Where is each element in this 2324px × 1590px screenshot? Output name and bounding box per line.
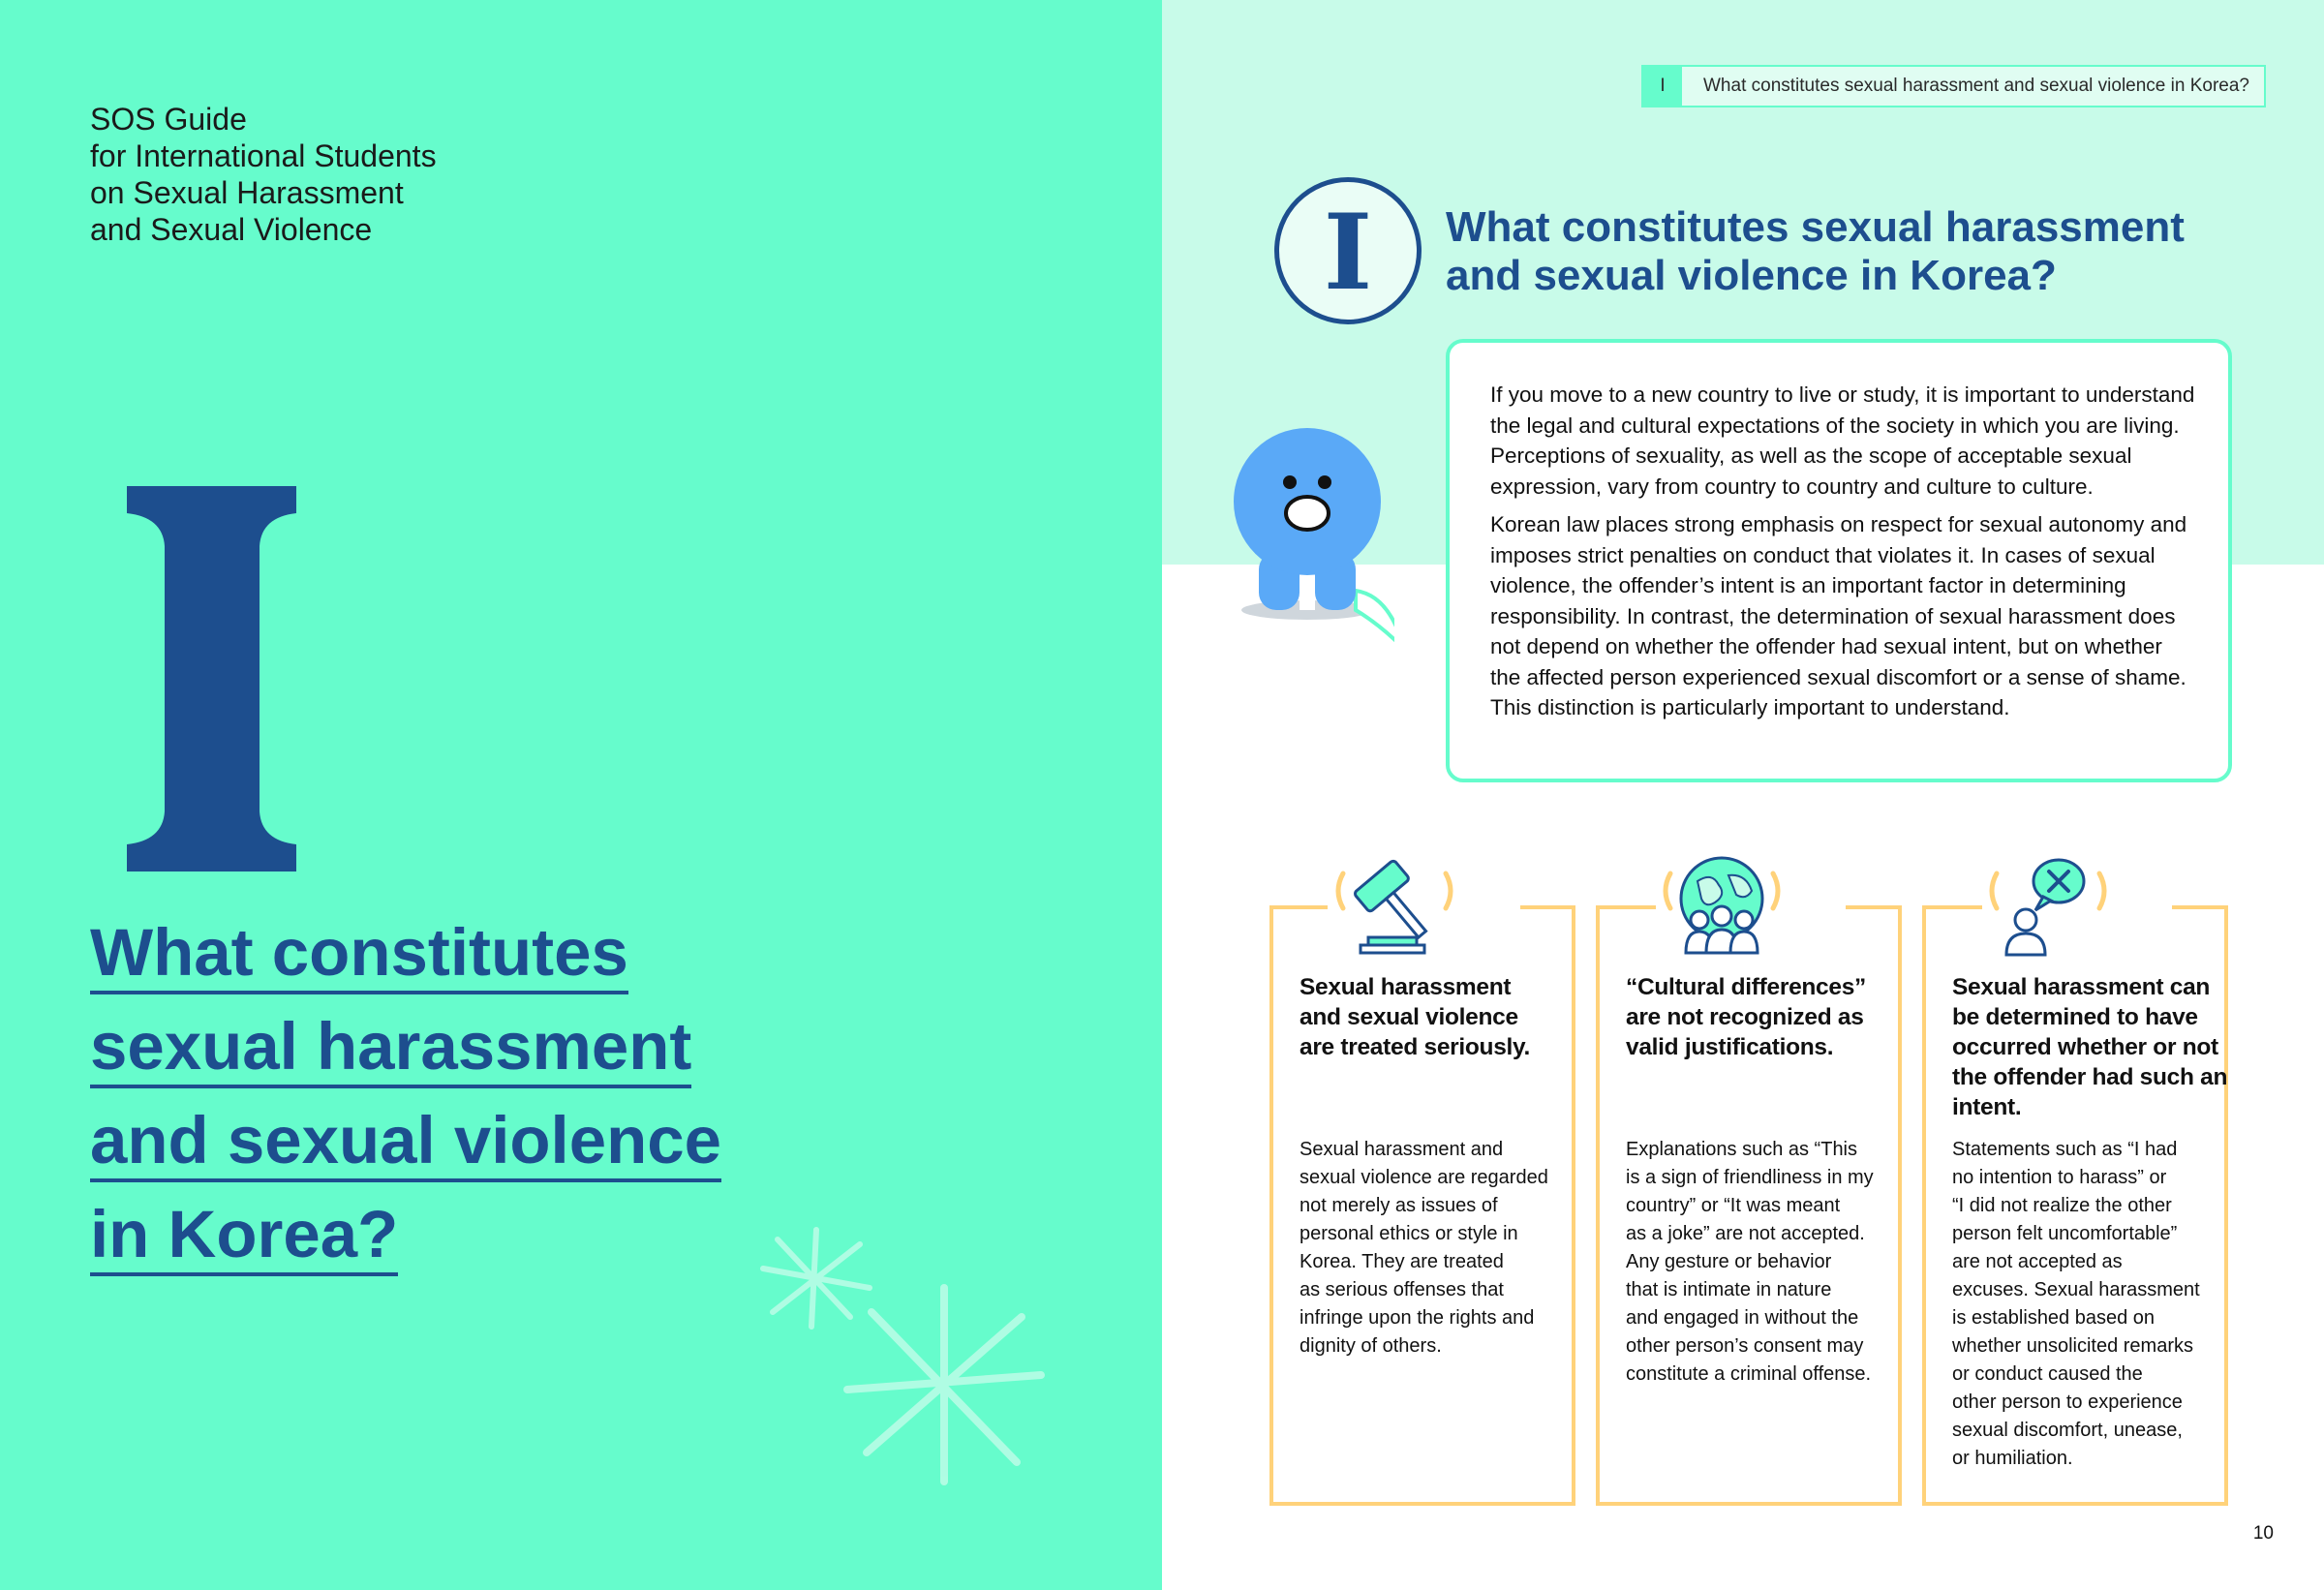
card-body-line: sexual violence are regarded: [1300, 1167, 1548, 1188]
chapter-title: [90, 910, 721, 1286]
card-title-line: the offender had such an: [1952, 1064, 2228, 1090]
card-border-segment: [1269, 905, 1328, 909]
chapter-title-line: in Korea?: [90, 1197, 398, 1276]
running-head-text: What constitutes sexual harassment and sexual violence in Korea?: [1703, 76, 2249, 96]
chapter-title-line: What constitutes: [90, 915, 628, 994]
card-title-line: valid justifications.: [1626, 1034, 1834, 1060]
card-body-line: person felt uncomfortable”: [1952, 1223, 2178, 1244]
card-title-line: “Cultural differences”: [1626, 974, 1866, 1000]
chapter-numeral-graphic: [114, 474, 308, 881]
guide-title: [90, 101, 437, 248]
page-heading: [1446, 203, 2185, 300]
guide-title-line: and Sexual Violence: [90, 212, 373, 247]
card-body-line: constitute a criminal offense.: [1626, 1363, 1872, 1385]
card-body-line: infringe upon the rights and: [1300, 1307, 1535, 1329]
card-body-line: Korea. They are treated: [1300, 1251, 1504, 1272]
card-body-line: or humiliation.: [1952, 1448, 2073, 1469]
card-body-line: as serious offenses that: [1300, 1279, 1504, 1300]
card-title-line: Sexual harassment: [1300, 974, 1512, 1000]
sparkle-large-icon: [838, 1278, 1051, 1491]
card-title: [1300, 972, 1530, 1062]
card-body-line: as a joke” are not accepted.: [1626, 1223, 1865, 1244]
card-body: [1626, 1136, 1874, 1389]
card-title-line: Sexual harassment can: [1952, 974, 2211, 1000]
card-body-line: Statements such as “I had: [1952, 1139, 2178, 1160]
page-number: 10: [2252, 1523, 2274, 1544]
card-border-segment: [1846, 905, 1902, 909]
card-body-line: sexual discomfort, unease,: [1952, 1420, 2183, 1441]
card-title: [1626, 972, 1866, 1062]
card-border-segment: [2172, 905, 2228, 909]
card-body-line: Any gesture or behavior: [1626, 1251, 1832, 1272]
chapter-badge: [1274, 177, 1422, 324]
intro-box: [1446, 339, 2232, 782]
card-body-line: is a sign of friendliness in my: [1626, 1167, 1874, 1188]
card-body-line: dignity of others.: [1300, 1335, 1442, 1357]
card-title-line: be determined to have: [1952, 1004, 2198, 1030]
card-body: [1300, 1136, 1548, 1361]
card-title-line: are not recognized as: [1626, 1004, 1864, 1030]
running-head: [1641, 65, 2266, 107]
running-head-number: I: [1643, 67, 1682, 106]
card-body-line: is established based on: [1952, 1307, 2156, 1329]
card-border-segment: [1520, 905, 1575, 909]
card-body-line: whether unsolicited remarks: [1952, 1335, 2193, 1357]
chapter-badge-numeral: I: [1323, 192, 1373, 314]
card-body: [1952, 1136, 2200, 1473]
card-body-line: are not accepted as: [1952, 1251, 2123, 1272]
card-body-line: personal ethics or style in: [1300, 1223, 1518, 1244]
guide-title-line: for International Students: [90, 138, 437, 173]
card-body-line: and engaged in without the: [1626, 1307, 1859, 1329]
card-body-line: “I did not realize the other: [1952, 1195, 2172, 1216]
card-body-line: Sexual harassment and: [1300, 1139, 1504, 1160]
card-body-line: other person to experience: [1952, 1391, 2183, 1413]
card-body-line: or conduct caused the: [1952, 1363, 2143, 1385]
card-border-segment: [1596, 905, 1656, 909]
card-body-line: Explanations such as “This: [1626, 1139, 1858, 1160]
card-title-line: intent.: [1952, 1094, 2022, 1120]
card-body-line: that is intimate in nature: [1626, 1279, 1832, 1300]
right-page: [1162, 0, 2324, 1590]
card-body-line: no intention to harass” or: [1952, 1167, 2167, 1188]
card-title: [1952, 972, 2227, 1122]
card-title-line: and sexual violence: [1300, 1004, 1518, 1030]
card-body-line: not merely as issues of: [1300, 1195, 1498, 1216]
page-heading-line: and sexual violence in Korea?: [1446, 252, 2057, 299]
guide-title-line: on Sexual Harassment: [90, 175, 404, 210]
card-body-line: excuses. Sexual harassment: [1952, 1279, 2200, 1300]
intro-paragraph: If you move to a new country to live or study, it is important to understand the legal and cultural expectations of the society in which you are living. Perceptions of sexuality, as well as the scope of acceptable sexual expression, vary from country to country and culture to culture.: [1490, 382, 2195, 499]
chapter-title-line: and sexual violence: [90, 1103, 721, 1182]
card-title-line: occurred whether or not: [1952, 1034, 2218, 1060]
card-body-line: other person’s consent may: [1626, 1335, 1864, 1357]
intro-paragraph: Korean law places strong emphasis on respect for sexual autonomy and imposes strict penalties on conduct that violates it. In cases of sexual violence, the offender’s intent is an important factor in determining responsibility. In contrast, the determination of sexual harassment does not depend on whether the offender had sexual intent, but on whether the affected person experienced sexual discomfort or a sense of shame. This distinction is particularly important to understand.: [1490, 512, 2187, 719]
card-border-segment: [1922, 905, 1982, 909]
page-heading-line: What constitutes sexual harassment: [1446, 203, 2185, 251]
guide-title-line: SOS Guide: [90, 102, 247, 137]
chapter-title-line: sexual harassment: [90, 1009, 691, 1088]
card-title-line: are treated seriously.: [1300, 1034, 1531, 1060]
card-body-line: country” or “It was meant: [1626, 1195, 1841, 1216]
mascot-character-icon: [1220, 426, 1394, 658]
